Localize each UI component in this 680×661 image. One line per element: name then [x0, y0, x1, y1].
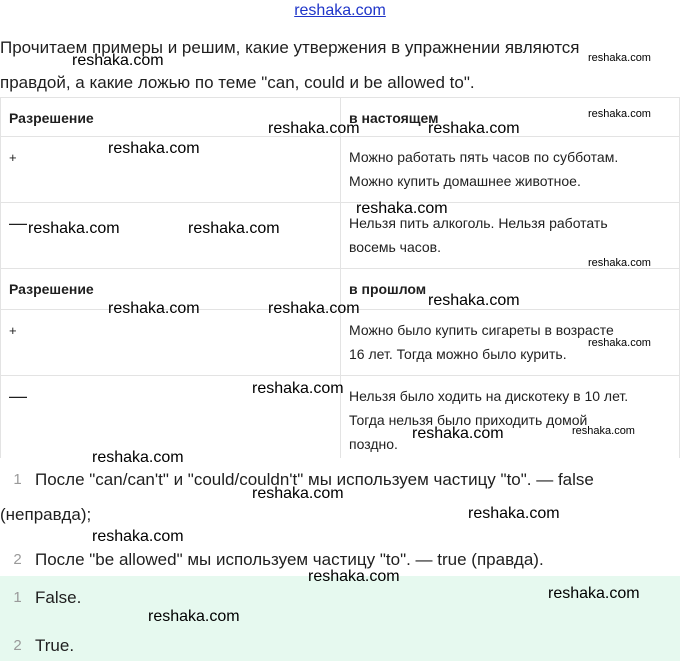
- watermark: reshaka.com: [72, 52, 164, 69]
- cell-line: 16 лет. Тогда можно было курить.: [349, 346, 567, 362]
- watermark: reshaka.com: [28, 220, 120, 237]
- plus-sign: +: [9, 150, 17, 165]
- answer-item: [0, 634, 680, 658]
- watermark: reshaka.com: [268, 120, 360, 137]
- item-number: 1: [13, 471, 22, 488]
- watermark: reshaka.com: [588, 52, 651, 64]
- watermark: reshaka.com: [412, 425, 504, 442]
- watermark: reshaka.com: [148, 608, 240, 625]
- watermark: reshaka.com: [548, 585, 640, 602]
- watermark: reshaka.com: [588, 108, 651, 120]
- plus-sign: +: [9, 323, 17, 338]
- watermark: reshaka.com: [468, 505, 560, 522]
- item-number: 2: [13, 637, 22, 654]
- grammar-table: [0, 97, 680, 458]
- cell-line: Можно работать пять часов по субботам.: [349, 149, 619, 165]
- watermark: reshaka.com: [108, 300, 200, 317]
- watermark: reshaka.com: [252, 485, 344, 502]
- table-header-permission: Разрешение: [1, 269, 341, 310]
- watermark: reshaka.com: [588, 257, 651, 269]
- table-header-past: в прошлом: [341, 269, 680, 310]
- cell-line: восемь часов.: [349, 239, 442, 255]
- statements-list: [0, 462, 680, 577]
- site-link[interactable]: reshaka.com: [294, 2, 386, 19]
- cell-line: Нельзя было ходить на дискотеку в 10 лет.: [349, 388, 629, 404]
- cell-line: Можно было купить сигареты в возрасте: [349, 322, 614, 338]
- cell-line: Тогда нельзя было приходить домой: [349, 412, 588, 428]
- watermark: reshaka.com: [188, 220, 280, 237]
- watermark: reshaka.com: [108, 140, 200, 157]
- item-number: 2: [13, 551, 22, 568]
- watermark: reshaka.com: [428, 120, 520, 137]
- watermark: reshaka.com: [588, 337, 651, 349]
- watermark: reshaka.com: [428, 292, 520, 309]
- table-row: [1, 310, 680, 376]
- cell-line: Можно купить домашнее животное.: [349, 173, 581, 189]
- statement-text: После "be allowed" мы используем частицу "to". — true (правда).: [35, 550, 544, 569]
- item-number: 1: [13, 589, 22, 606]
- cell-line: Нельзя пить алкоголь. Нельзя работать: [349, 215, 608, 231]
- statement-text: После "can/can't" и "could/couldn't" мы используем частицу "to". — false: [35, 470, 594, 489]
- minus-sign: —: [9, 386, 27, 406]
- answer-text: True.: [35, 636, 75, 655]
- watermark: reshaka.com: [572, 425, 635, 437]
- minus-sign: —: [9, 213, 27, 233]
- cell-line: поздно.: [349, 436, 398, 452]
- watermark: reshaka.com: [356, 200, 448, 217]
- intro-line-2: правдой, а какие ложью по теме "can, could и be allowed to".: [0, 73, 475, 92]
- intro-line-1: Прочитаем примеры и решим, какие утвержения в упражнении являются: [0, 38, 580, 57]
- statement-text: (неправда);: [0, 505, 92, 524]
- watermark: reshaka.com: [308, 568, 400, 585]
- table-header-permission: Разрешение: [1, 98, 341, 137]
- answer-text: False.: [35, 588, 82, 607]
- watermark: reshaka.com: [92, 449, 184, 466]
- watermark: reshaka.com: [268, 300, 360, 317]
- watermark: reshaka.com: [252, 380, 344, 397]
- table-row: [1, 137, 680, 203]
- table-header-present: в настоящем: [341, 98, 680, 137]
- watermark: reshaka.com: [92, 528, 184, 545]
